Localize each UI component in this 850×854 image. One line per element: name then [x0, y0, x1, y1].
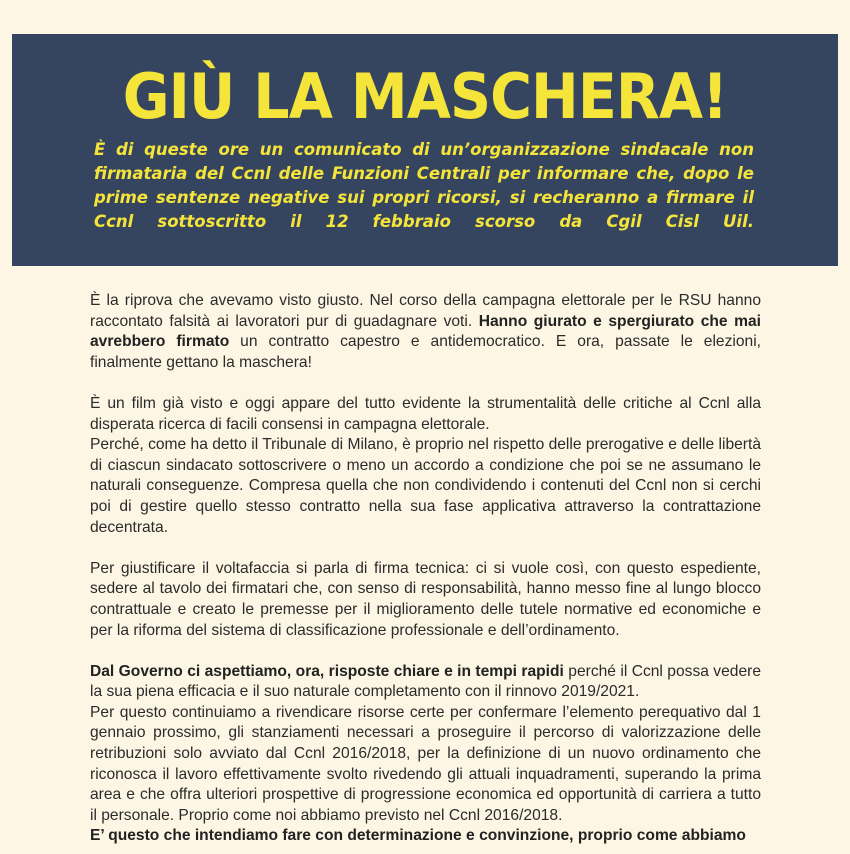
- paragraph-4: Per giustificare il voltafaccia si parla di firma tecnica: ci si vuole così, con questo espediente, sedere al tavolo dei firmatari che, con senso di responsabilità, hanno messo fine al lungo blocco contrattuale e creato le premesse per il miglioramento delle tutele normative ed economiche e per la riforma del sistema di classificazione professionale e dell’ordinamento.: [90, 559, 761, 639]
- paragraph-3: Perché, come ha detto il Tribunale di Milano, è proprio nel rispetto delle prerogative e delle libertà di ciascun sindacato sottoscrivere o meno un accordo a condizione che poi se ne assumano le naturali conseguenze. Compresa quella che non condividendo i contenuti del Ccnl non si cerchi poi di gestire quello stesso contratto nella sua fase applicativa attraverso la contrattazione decentrata.: [90, 436, 761, 536]
- paragraph-1: È la riprova che avevamo visto giusto. Nel corso della campagna elettorale per le RSU hanno raccontato falsità ai lavoratori pur di guadagnare voti. Hanno giurato e spergiurato che mai avrebbero firmato un contratto capestro e antidemocratico. E ora, passate le elezioni, finalmente gettano la maschera!: [90, 292, 761, 371]
- lead-paragraph: È di queste ore un comunicato di un’organizzazione sindacale non firmataria del Ccnl delle Funzioni Centrali per informare che, dopo le prime sentenze negative sui propri ricorsi, si recheranno a firmare il Ccnl sottoscritto il 12 febbraio scorso da Cgil Cisl Uil.: [94, 140, 754, 231]
- bold-phrase: Dal Governo ci aspettiamo, ora, risposte chiare e in tempi rapidi: [90, 662, 564, 680]
- paragraph-7: E’ questo che intendiamo fare con determinazione e convinzione, proprio come abbiamo: [90, 827, 746, 845]
- article-body: [90, 291, 761, 847]
- paragraph-6: Per questo continuiamo a rivendicare risorse certe per confermare l’elemento perequativo dal 1 gennaio prossimo, gli stanziamenti necessari a proseguire il percorso di valorizzazione delle retribuzioni solo avviato dal Ccnl 2016/2018, per la definizione di un nuovo ordinamento che riconosca il lavoro effettivamente svolto rivedendo gli attuali inquadramenti, superando la prima area e che offra ulteriori prospettive di progressione economica ed opportunità di carriera a tutto il personale. Proprio come noi abbiamo previsto nel Ccnl 2016/2018.: [90, 703, 761, 824]
- header-banner: [12, 34, 838, 266]
- paragraph-2: È un film già visto e oggi appare del tutto evidente la strumentalità delle critiche al Ccnl alla disperata ricerca di facili consensi in campagna elettorale.: [90, 394, 761, 433]
- paragraph-5: Dal Governo ci aspettiamo, ora, risposte chiare e in tempi rapidi perché il Ccnl possa vedere la sua piena efficacia e il suo naturale completamento con il rinnovo 2019/2021.: [90, 662, 761, 701]
- bold-phrase: Hanno giurato e spergiurato che mai avrebbero firmato: [90, 312, 761, 351]
- page-title: GIÙ LA MASCHERA!: [122, 60, 728, 133]
